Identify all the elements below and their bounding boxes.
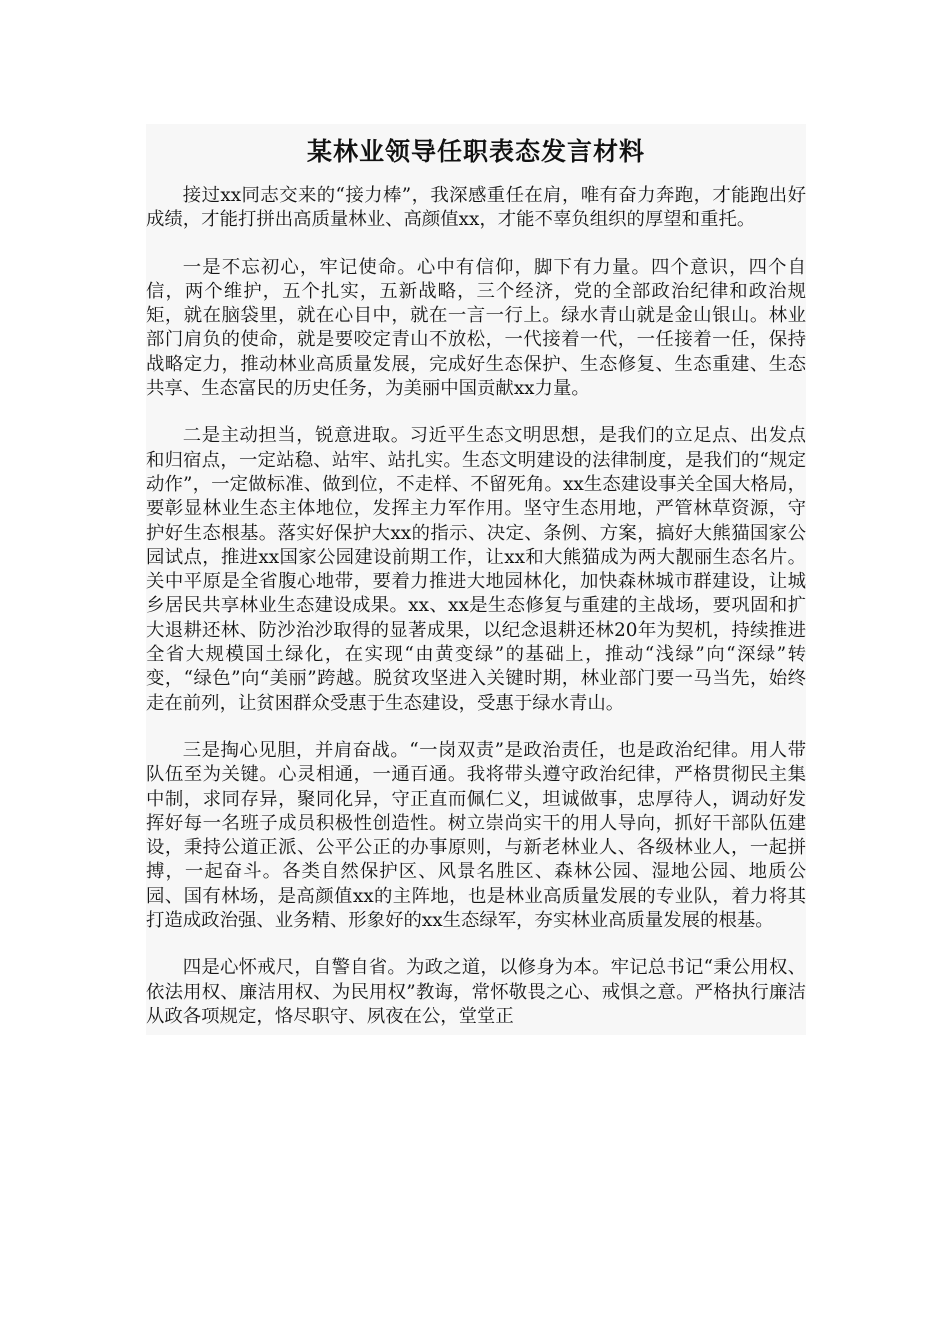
paragraph-intro: 接过xx同志交来的“接力棒”，我深感重任在肩，唯有奋力奔跑，才能跑出好成绩，才能打拼出高质量林业、高颜值xx，才能不辜负组织的厚望和重托。 — [146, 185, 806, 231]
paragraph-point-four: 四是心怀戒尺，自警自省。为政之道，以修身为本。牢记总书记“秉公用权、依法用权、廉洁用权、为民用权”教诲，常怀敬畏之心、戒惧之意。严格执行廉洁从政各项规定，恪尽职守、夙夜在公，堂堂正 — [146, 957, 806, 1027]
document-title: 某林业领导任职表态发言材料 — [306, 137, 645, 166]
paragraph-point-one: 一是不忘初心，牢记使命。心中有信仰，脚下有力量。四个意识，四个自信，两个维护，五个扎实，五新战略，三个经济，党的全部政治纪律和政治规矩，就在脑袋里，就在心目中，就在一言一行上。绿水青山就是金山银山。林业部门肩负的使命，就是要咬定青山不放松，一代接着一代，一任接着一任，保持战略定力，推动林业高质量发展，完成好生态保护、生态修复、生态重建、生态共享、生态富民的历史任务，为美丽中国贡献xx力量。 — [146, 256, 806, 400]
document-page — [146, 124, 806, 1035]
paragraph-point-three: 三是掏心见胆，并肩奋战。“一岗双责”是政治责任，也是政治纪律。用人带队伍至为关键。心灵相通，一通百通。我将带头遵守政治纪律，严格贯彻民主集中制，求同存异，聚同化异，守正直而佩仁义，坦诚做事，忠厚待人，调动好发挥好每一名班子成员积极性创造性。树立崇尚实干的用人导向，抓好干部队伍建设，秉持公道正派、公平公正的办事原则，与新老林业人、各级林业人，一起拼搏，一起奋斗。各类自然保护区、风景名胜区、森林公园、湿地公园、地质公园、国有林场，是高颜值xx的主阵地，也是林业高质量发展的专业队，着力将其打造成政治强、业务精、形象好的xx生态绿军，夯实林业高质量发展的根基。 — [146, 739, 806, 932]
paragraph-point-two: 二是主动担当，锐意进取。习近平生态文明思想，是我们的立足点、出发点和归宿点，一定站稳、站牢、站扎实。生态文明建设的法律制度，是我们的“规定动作”，一定做标准、做到位，不走样、不留死角。xx生态建设事关全国大格局，要彰显林业生态主体地位，发挥主力军作用。坚守生态用地，严管林草资源，守护好生态根基。落实好保护大xx的指示、决定、条例、方案，搞好大熊猫国家公园试点，推进xx国家公园建设前期工作，让xx和大熊猫成为两大靓丽生态名片。关中平原是全省腹心地带，要着力推进大地园林化，加快森林城市群建设，让城乡居民共享林业生态建设成果。xx、xx是生态修复与重建的主战场，要巩固和扩大退耕还林、防沙治沙取得的显著成果，以纪念退耕还林20年为契机，持续推进全省大规模国土绿化，在实现“由黄变绿”的基础上，推动“浅绿”向“深绿”转变，“绿色”向“美丽”跨越。脱贫攻坚进入关键时期，林业部门要一马当先，始终走在前列，让贫困群众受惠于生态建设，受惠于绿水青山。 — [146, 425, 806, 714]
